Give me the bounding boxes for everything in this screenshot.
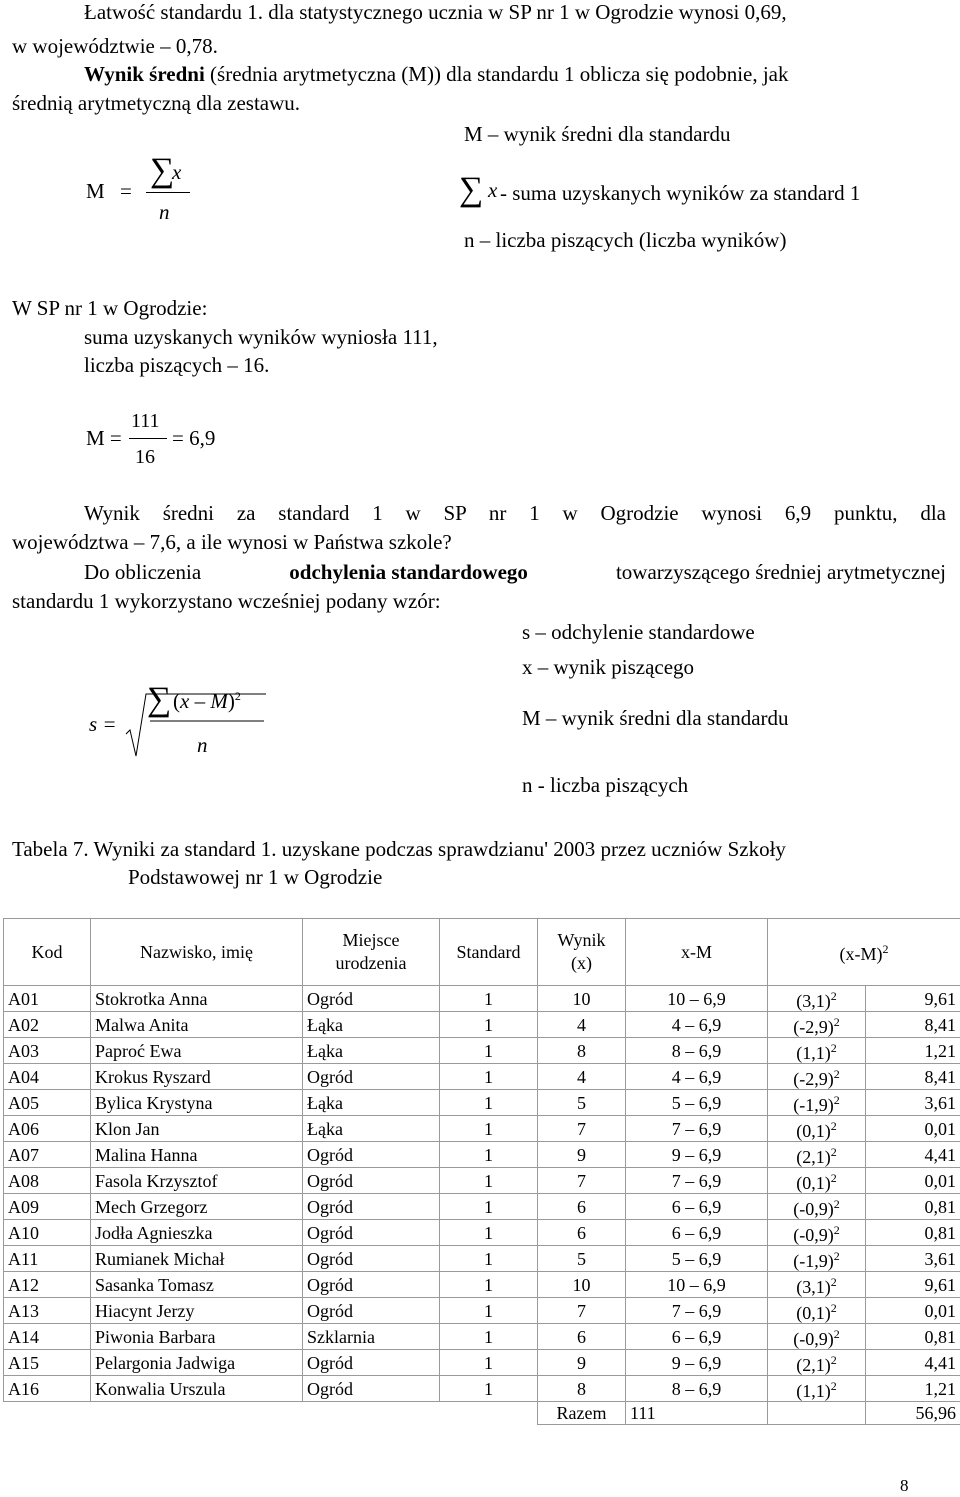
formula-std-x: x bbox=[180, 689, 190, 713]
cell-place: Ogród bbox=[303, 1194, 440, 1220]
cell-name: Malwa Anita bbox=[91, 1012, 303, 1038]
cell-wynik: 4 bbox=[538, 1012, 626, 1038]
cell-x-minus-m: 8 – 6,9 bbox=[626, 1376, 768, 1402]
school-title: W SP nr 1 w Ogrodzie: bbox=[12, 296, 208, 320]
deviation-exponent: 2 bbox=[830, 1275, 837, 1289]
total-empty bbox=[303, 1402, 440, 1425]
table-caption-line-1: Tabela 7. Wyniki za standard 1. uzyskane podczas sprawdzianu' 2003 przez uczniów Szkoły bbox=[12, 837, 786, 861]
cell-name: Konwalia Urszula bbox=[91, 1376, 303, 1402]
formula-std-exponent: 2 bbox=[234, 689, 241, 703]
cell-deviation bbox=[768, 1090, 866, 1116]
cell-name: Mech Grzegorz bbox=[91, 1194, 303, 1220]
cell-kod: A03 bbox=[4, 1038, 91, 1064]
cell-kod: A12 bbox=[4, 1272, 91, 1298]
cell-kod: A11 bbox=[4, 1246, 91, 1272]
total-empty bbox=[4, 1402, 91, 1425]
total-empty bbox=[768, 1402, 866, 1425]
deviation-value: (0,1) bbox=[796, 1173, 831, 1193]
table-row bbox=[4, 1142, 960, 1168]
formula-std-minus: – bbox=[194, 689, 206, 713]
cell-place: Ogród bbox=[303, 1350, 440, 1376]
table-row bbox=[4, 1298, 960, 1324]
cell-name: Krokus Ryszard bbox=[91, 1064, 303, 1090]
deviation-value: (-0,9) bbox=[793, 1199, 834, 1219]
deviation-value: (3,1) bbox=[796, 1277, 831, 1297]
cell-squared: 3,61 bbox=[866, 1246, 960, 1272]
cell-wynik: 5 bbox=[538, 1246, 626, 1272]
table-header-row bbox=[4, 919, 960, 986]
cell-squared: 4,41 bbox=[866, 1350, 960, 1376]
cell-deviation bbox=[768, 1012, 866, 1038]
cell-standard: 1 bbox=[440, 1012, 538, 1038]
paragraph-2-line-1 bbox=[84, 62, 789, 87]
cell-squared: 0,01 bbox=[866, 1168, 960, 1194]
cell-wynik: 4 bbox=[538, 1064, 626, 1090]
cell-wynik: 8 bbox=[538, 1376, 626, 1402]
cell-x-minus-m: 10 – 6,9 bbox=[626, 1272, 768, 1298]
deviation-value: (0,1) bbox=[796, 1303, 831, 1323]
formula-std-denominator: n bbox=[197, 733, 208, 757]
table-row bbox=[4, 1272, 960, 1298]
cell-place: Ogród bbox=[303, 1064, 440, 1090]
table-row bbox=[4, 1194, 960, 1220]
header-wynik-line-1: Wynik bbox=[557, 930, 606, 950]
cell-kod: A01 bbox=[4, 986, 91, 1012]
cell-name: Fasola Krzysztof bbox=[91, 1168, 303, 1194]
cell-place: Ogród bbox=[303, 1376, 440, 1402]
cell-standard: 1 bbox=[440, 1038, 538, 1064]
cell-deviation bbox=[768, 1246, 866, 1272]
cell-standard: 1 bbox=[440, 986, 538, 1012]
cell-place: Ogród bbox=[303, 1272, 440, 1298]
cell-kod: A13 bbox=[4, 1298, 91, 1324]
header-wynik bbox=[538, 919, 626, 986]
cell-standard: 1 bbox=[440, 1376, 538, 1402]
total-empty bbox=[440, 1402, 538, 1425]
legend-m: M – wynik średni dla standardu bbox=[464, 122, 731, 146]
deviation-value: (3,1) bbox=[796, 991, 831, 1011]
legend-m-mean: M – wynik średni dla standardu bbox=[522, 706, 789, 730]
total-squared-sum: 56,96 bbox=[866, 1402, 960, 1425]
cell-squared: 0,81 bbox=[866, 1220, 960, 1246]
cell-place: Ogród bbox=[303, 1168, 440, 1194]
cell-squared: 1,21 bbox=[866, 1038, 960, 1064]
cell-x-minus-m: 5 – 6,9 bbox=[626, 1246, 768, 1272]
table-row bbox=[4, 986, 960, 1012]
cell-deviation bbox=[768, 1038, 866, 1064]
cell-kod: A04 bbox=[4, 1064, 91, 1090]
formula-std-sum-symbol: ∑ bbox=[147, 681, 172, 718]
paragraph-4-line-2: standardu 1 wykorzystano wcześniej podany wzór: bbox=[12, 589, 441, 613]
table-row bbox=[4, 1324, 960, 1350]
deviation-exponent: 2 bbox=[833, 1223, 840, 1237]
cell-place: Łąka bbox=[303, 1038, 440, 1064]
deviation-value: (0,1) bbox=[796, 1121, 831, 1141]
deviation-value: (2,1) bbox=[796, 1355, 831, 1375]
cell-deviation bbox=[768, 1272, 866, 1298]
cell-deviation bbox=[768, 1324, 866, 1350]
formula-example-rhs: = 6,9 bbox=[172, 426, 216, 450]
cell-standard: 1 bbox=[440, 1220, 538, 1246]
cell-standard: 1 bbox=[440, 1324, 538, 1350]
cell-name: Piwonia Barbara bbox=[91, 1324, 303, 1350]
cell-squared: 9,61 bbox=[866, 1272, 960, 1298]
formula-example-denominator: 16 bbox=[135, 446, 155, 468]
cell-place: Ogród bbox=[303, 1298, 440, 1324]
cell-x-minus-m: 9 – 6,9 bbox=[626, 1350, 768, 1376]
paragraph-3-line-1: Wynik średni za standard 1 w SP nr 1 w Ogrodzie wynosi 6,9 punktu, dla bbox=[84, 501, 946, 525]
formula-mean-equals: = bbox=[120, 179, 132, 203]
cell-standard: 1 bbox=[440, 1168, 538, 1194]
cell-name: Jodła Agnieszka bbox=[91, 1220, 303, 1246]
table-row bbox=[4, 1168, 960, 1194]
school-sum: suma uzyskanych wyników wyniosła 111, bbox=[84, 325, 438, 349]
results-table bbox=[3, 918, 960, 1425]
formula-std-m: M bbox=[210, 689, 228, 713]
cell-wynik: 6 bbox=[538, 1220, 626, 1246]
table-row bbox=[4, 1246, 960, 1272]
cell-standard: 1 bbox=[440, 1298, 538, 1324]
cell-kod: A14 bbox=[4, 1324, 91, 1350]
table-row bbox=[4, 1012, 960, 1038]
deviation-exponent: 2 bbox=[833, 1327, 840, 1341]
cell-x-minus-m: 4 – 6,9 bbox=[626, 1064, 768, 1090]
deviation-exponent: 2 bbox=[830, 1171, 837, 1185]
cell-name: Hiacynt Jerzy bbox=[91, 1298, 303, 1324]
cell-wynik: 7 bbox=[538, 1116, 626, 1142]
legend-sum-symbol: ∑ bbox=[459, 171, 484, 208]
deviation-value: (2,1) bbox=[796, 1147, 831, 1167]
cell-deviation bbox=[768, 1376, 866, 1402]
paragraph-4-rest: towarzyszącego średniej arytmetycznej bbox=[610, 560, 946, 584]
cell-x-minus-m: 6 – 6,9 bbox=[626, 1324, 768, 1350]
cell-wynik: 5 bbox=[538, 1090, 626, 1116]
cell-x-minus-m: 7 – 6,9 bbox=[626, 1298, 768, 1324]
cell-place: Ogród bbox=[303, 1142, 440, 1168]
cell-wynik: 9 bbox=[538, 1142, 626, 1168]
deviation-value: (-2,9) bbox=[793, 1017, 834, 1037]
cell-place: Szklarnia bbox=[303, 1324, 440, 1350]
cell-wynik: 9 bbox=[538, 1350, 626, 1376]
header-kod: Kod bbox=[4, 919, 91, 986]
deviation-exponent: 2 bbox=[830, 989, 837, 1003]
cell-squared: 9,61 bbox=[866, 986, 960, 1012]
fraction-bar bbox=[146, 192, 190, 193]
cell-squared: 3,61 bbox=[866, 1090, 960, 1116]
cell-squared: 0,01 bbox=[866, 1116, 960, 1142]
header-x-minus-m: x-M bbox=[626, 919, 768, 986]
cell-wynik: 7 bbox=[538, 1298, 626, 1324]
formula-mean-numerator: x bbox=[172, 160, 182, 184]
header-squared-exponent: 2 bbox=[882, 942, 889, 956]
table-row bbox=[4, 1350, 960, 1376]
cell-kod: A10 bbox=[4, 1220, 91, 1246]
cell-deviation bbox=[768, 1064, 866, 1090]
cell-squared: 1,21 bbox=[866, 1376, 960, 1402]
cell-kod: A15 bbox=[4, 1350, 91, 1376]
table-row bbox=[4, 1038, 960, 1064]
cell-kod: A16 bbox=[4, 1376, 91, 1402]
cell-wynik: 6 bbox=[538, 1324, 626, 1350]
deviation-exponent: 2 bbox=[833, 1249, 840, 1263]
cell-standard: 1 bbox=[440, 1064, 538, 1090]
cell-name: Rumianek Michał bbox=[91, 1246, 303, 1272]
paren-open: ( bbox=[173, 689, 180, 713]
cell-squared: 0,81 bbox=[866, 1324, 960, 1350]
formula-example-numerator: 111 bbox=[131, 410, 160, 432]
cell-standard: 1 bbox=[440, 1272, 538, 1298]
cell-wynik: 8 bbox=[538, 1038, 626, 1064]
legend-s: s – odchylenie standardowe bbox=[522, 620, 755, 644]
deviation-exponent: 2 bbox=[830, 1041, 837, 1055]
sum-symbol: ∑ bbox=[150, 152, 175, 189]
cell-x-minus-m: 4 – 6,9 bbox=[626, 1012, 768, 1038]
cell-place: Ogród bbox=[303, 1246, 440, 1272]
cell-deviation bbox=[768, 1142, 866, 1168]
cell-name: Klon Jan bbox=[91, 1116, 303, 1142]
header-wynik-line-2: (x) bbox=[571, 953, 592, 973]
formula-std-numerator bbox=[173, 689, 241, 714]
legend-x: x bbox=[488, 178, 498, 202]
paragraph-1-line-2: w województwie – 0,78. bbox=[12, 34, 218, 58]
school-count: liczba piszących – 16. bbox=[84, 353, 270, 377]
cell-kod: A09 bbox=[4, 1194, 91, 1220]
deviation-value: (-0,9) bbox=[793, 1225, 834, 1245]
deviation-exponent: 2 bbox=[830, 1301, 837, 1315]
cell-wynik: 10 bbox=[538, 986, 626, 1012]
table-caption-line-2: Podstawowej nr 1 w Ogrodzie bbox=[128, 865, 383, 889]
deviation-exponent: 2 bbox=[830, 1119, 837, 1133]
cell-standard: 1 bbox=[440, 1142, 538, 1168]
header-place-line-1: Miejsce bbox=[342, 930, 400, 950]
cell-name: Paproć Ewa bbox=[91, 1038, 303, 1064]
cell-name: Sasanka Tomasz bbox=[91, 1272, 303, 1298]
cell-kod: A05 bbox=[4, 1090, 91, 1116]
cell-standard: 1 bbox=[440, 1090, 538, 1116]
deviation-value: (1,1) bbox=[796, 1381, 831, 1401]
total-label: Razem bbox=[538, 1402, 626, 1425]
cell-wynik: 6 bbox=[538, 1194, 626, 1220]
cell-kod: A07 bbox=[4, 1142, 91, 1168]
cell-deviation bbox=[768, 1168, 866, 1194]
paren-close: ) bbox=[227, 689, 235, 713]
cell-place: Łąka bbox=[303, 1090, 440, 1116]
cell-standard: 1 bbox=[440, 1246, 538, 1272]
formula-std-lhs-text: s = bbox=[89, 712, 117, 736]
header-squared bbox=[768, 919, 960, 986]
deviation-value: (-1,9) bbox=[793, 1095, 834, 1115]
table-row bbox=[4, 1116, 960, 1142]
deviation-exponent: 2 bbox=[833, 1067, 840, 1081]
formula-mean-lhs: M bbox=[86, 179, 105, 203]
table-row bbox=[4, 1220, 960, 1246]
cell-deviation bbox=[768, 1116, 866, 1142]
deviation-exponent: 2 bbox=[833, 1197, 840, 1211]
term-wynik-sredni: Wynik średni bbox=[84, 62, 205, 86]
table-row bbox=[4, 1376, 960, 1402]
formula-example-lhs: M = bbox=[86, 426, 122, 450]
cell-standard: 1 bbox=[440, 1350, 538, 1376]
paragraph-2-line-2: średnią arytmetyczną dla zestawu. bbox=[12, 91, 301, 115]
cell-squared: 0,01 bbox=[866, 1298, 960, 1324]
cell-kod: A06 bbox=[4, 1116, 91, 1142]
paragraph-3-line-2: województwa – 7,6, a ile wynosi w Państwa szkole? bbox=[12, 530, 452, 554]
formula-mean-denominator: n bbox=[159, 200, 170, 224]
cell-place: Ogród bbox=[303, 986, 440, 1012]
cell-standard: 1 bbox=[440, 1194, 538, 1220]
cell-x-minus-m: 9 – 6,9 bbox=[626, 1142, 768, 1168]
cell-squared: 8,41 bbox=[866, 1064, 960, 1090]
fraction-bar-example bbox=[129, 438, 167, 439]
total-sum: 111 bbox=[626, 1402, 768, 1425]
deviation-exponent: 2 bbox=[830, 1145, 837, 1159]
paragraph-4-line-1 bbox=[84, 560, 946, 585]
cell-name: Bylica Krystyna bbox=[91, 1090, 303, 1116]
deviation-exponent: 2 bbox=[833, 1093, 840, 1107]
header-place-line-2: urodzenia bbox=[335, 953, 407, 973]
cell-deviation bbox=[768, 986, 866, 1012]
cell-wynik: 10 bbox=[538, 1272, 626, 1298]
cell-x-minus-m: 8 – 6,9 bbox=[626, 1038, 768, 1064]
cell-deviation bbox=[768, 1298, 866, 1324]
deviation-value: (-2,9) bbox=[793, 1069, 834, 1089]
page-number: 8 bbox=[900, 1476, 909, 1495]
cell-x-minus-m: 7 – 6,9 bbox=[626, 1168, 768, 1194]
deviation-exponent: 2 bbox=[833, 1015, 840, 1029]
header-place bbox=[303, 919, 440, 986]
term-odchylenie: odchylenia standardowego bbox=[289, 560, 528, 584]
cell-x-minus-m: 7 – 6,9 bbox=[626, 1116, 768, 1142]
cell-kod: A08 bbox=[4, 1168, 91, 1194]
cell-deviation bbox=[768, 1350, 866, 1376]
cell-x-minus-m: 6 – 6,9 bbox=[626, 1220, 768, 1246]
cell-name: Malina Hanna bbox=[91, 1142, 303, 1168]
deviation-exponent: 2 bbox=[830, 1379, 837, 1393]
paragraph-4-intro: Do obliczenia bbox=[84, 560, 207, 584]
cell-squared: 8,41 bbox=[866, 1012, 960, 1038]
paragraph-1-line-1: Łatwość standardu 1. dla statystycznego ucznia w SP nr 1 w Ogrodzie wynosi 0,69, bbox=[84, 0, 787, 24]
cell-name: Pelargonia Jadwiga bbox=[91, 1350, 303, 1376]
cell-x-minus-m: 5 – 6,9 bbox=[626, 1090, 768, 1116]
cell-wynik: 7 bbox=[538, 1168, 626, 1194]
table-row bbox=[4, 1064, 960, 1090]
table-row bbox=[4, 1090, 960, 1116]
cell-place: Łąka bbox=[303, 1012, 440, 1038]
cell-name: Stokrotka Anna bbox=[91, 986, 303, 1012]
cell-place: Ogród bbox=[303, 1220, 440, 1246]
header-name: Nazwisko, imię bbox=[91, 919, 303, 986]
cell-squared: 0,81 bbox=[866, 1194, 960, 1220]
deviation-value: (-0,9) bbox=[793, 1329, 834, 1349]
legend-n-count: n - liczba piszących bbox=[522, 773, 689, 797]
deviation-value: (1,1) bbox=[796, 1043, 831, 1063]
cell-kod: A02 bbox=[4, 1012, 91, 1038]
deviation-value: (-1,9) bbox=[793, 1251, 834, 1271]
cell-deviation bbox=[768, 1194, 866, 1220]
table-total-row bbox=[4, 1402, 960, 1425]
paragraph-2-rest: (średnia arytmetyczna (M)) dla standardu 1 oblicza się podobnie, jak bbox=[204, 62, 789, 86]
cell-squared: 4,41 bbox=[866, 1142, 960, 1168]
legend-n: n – liczba piszących (liczba wyników) bbox=[464, 228, 787, 252]
formula-std-lhs bbox=[89, 712, 117, 737]
deviation-exponent: 2 bbox=[830, 1353, 837, 1367]
total-empty bbox=[91, 1402, 303, 1425]
cell-place: Łąka bbox=[303, 1116, 440, 1142]
legend-x-score: x – wynik piszącego bbox=[522, 655, 695, 679]
cell-x-minus-m: 6 – 6,9 bbox=[626, 1194, 768, 1220]
header-standard: Standard bbox=[440, 919, 538, 986]
cell-standard: 1 bbox=[440, 1116, 538, 1142]
cell-deviation bbox=[768, 1220, 866, 1246]
header-squared-text: (x-M) bbox=[839, 944, 883, 964]
legend-x-description: - suma uzyskanych wyników za standard 1 bbox=[500, 181, 861, 205]
cell-x-minus-m: 10 – 6,9 bbox=[626, 986, 768, 1012]
